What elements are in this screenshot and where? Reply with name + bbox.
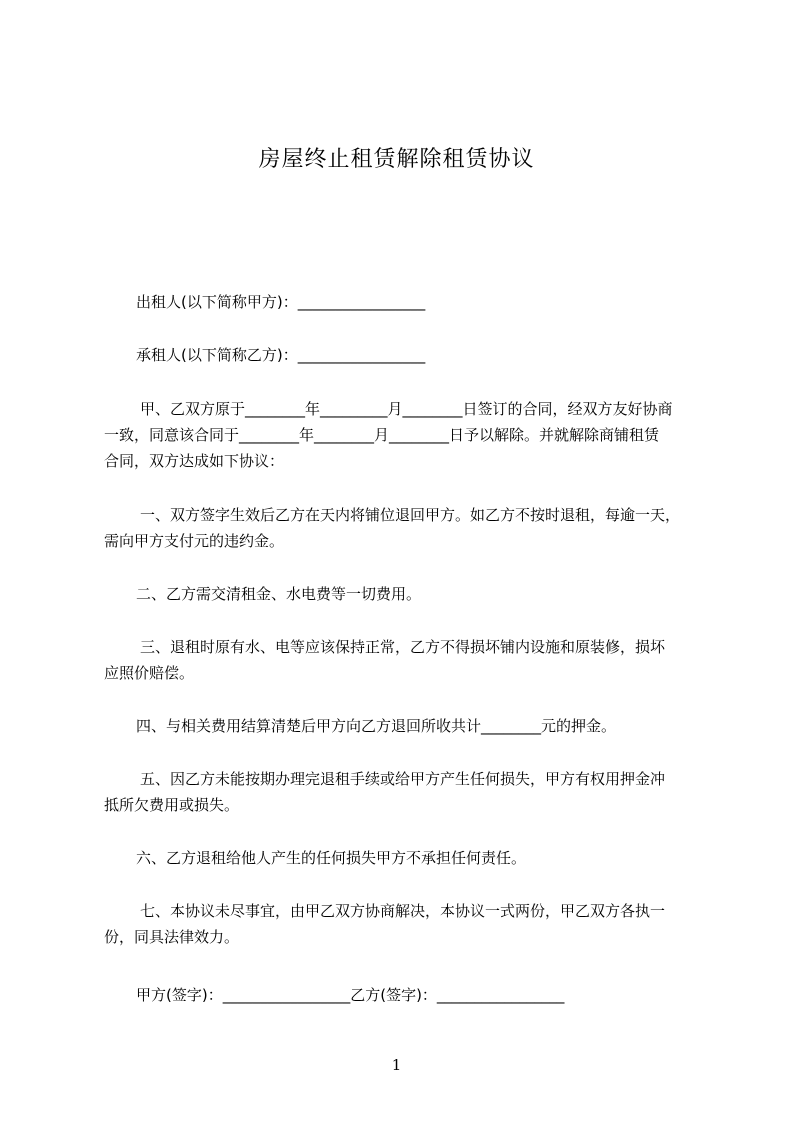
lessor-line: 出租人(以下简称甲方)：_________________ xyxy=(136,293,426,311)
clause-2-line-1: 二、乙方需交清租金、水电费等一切费用。 xyxy=(136,585,422,603)
intro-line-3: 合同，双方达成如下协议： xyxy=(104,452,285,470)
clause-7-line-1: 七、本协议未尽事宜，由甲乙双方协商解决，本协议一式两份，甲乙双方各执一 xyxy=(140,902,666,920)
signature-party-a: 甲方(签字)：_________________ xyxy=(136,986,351,1004)
clause-7 xyxy=(104,898,704,950)
clause-6 xyxy=(104,845,704,871)
clause-3 xyxy=(104,634,704,686)
intro-paragraph xyxy=(104,396,704,474)
clause-3-line-2: 应照价赔偿。 xyxy=(104,664,195,682)
signature-line xyxy=(136,984,564,1005)
clause-6-line-1: 六、乙方退租给他人产生的任何损失甲方不承担任何责任。 xyxy=(136,849,527,867)
signature-party-b: 乙方(签字)：_________________ xyxy=(350,986,565,1004)
clause-2 xyxy=(104,581,704,607)
intro-line-1: 甲、乙双方原于________年_________月________日签订的合同，经双方友好协商 xyxy=(140,400,673,418)
clause-5 xyxy=(104,766,704,818)
clause-7-line-2: 份，同具法律效力。 xyxy=(104,928,240,946)
clause-3-line-1: 三、退租时原有水、电等应该保持正常，乙方不得损坏铺内设施和原装修，损坏 xyxy=(140,638,666,656)
page-number: 1 xyxy=(391,1056,402,1074)
intro-line-2: 一致，同意该合同于________年________月________日予以解除。并就解除商铺租赁 xyxy=(104,426,660,444)
clause-1-line-1: 一、双方签字生效后乙方在天内将铺位退回甲方。如乙方不按时退租，每逾一天， xyxy=(140,506,681,524)
clause-4-line-1: 四、与相关费用结算清楚后甲方向乙方退回所收共计________元的押金。 xyxy=(136,717,617,735)
clause-4 xyxy=(104,713,704,739)
clause-5-line-2: 抵所欠费用或损失。 xyxy=(104,796,240,814)
document-title: 房屋终止租赁解除租赁协议 xyxy=(258,147,535,172)
clause-1 xyxy=(104,502,704,554)
clause-1-line-2: 需向甲方支付元的违约金。 xyxy=(104,532,285,550)
clause-5-line-1: 五、因乙方未能按期办理完退租手续或给甲方产生任何损失，甲方有权用押金冲 xyxy=(140,770,666,788)
lessee-line: 承租人(以下简称乙方)：_________________ xyxy=(136,346,426,364)
